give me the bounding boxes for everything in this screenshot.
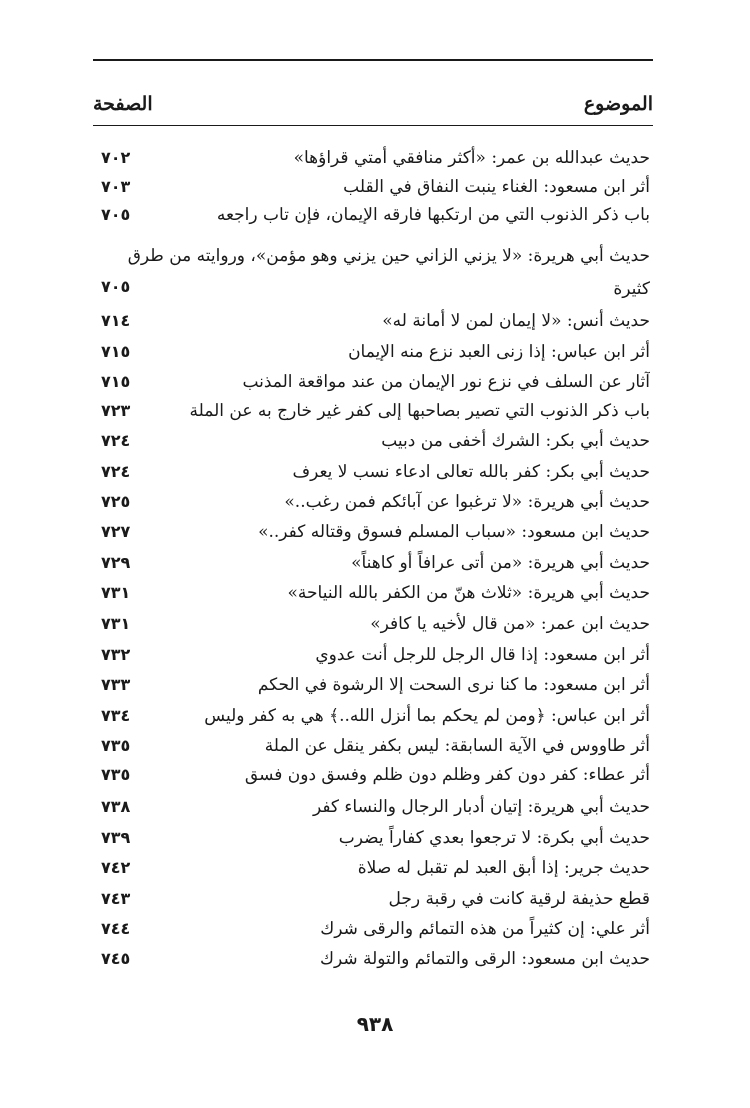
entry-page-number: ٧٣٨ [101,797,131,816]
entry-page-number: ٧٣٥ [101,765,131,784]
index-entry [93,517,653,547]
entry-title: حديث أبي هريرة: «لا ترغبوا عن آبائكم فمن رغب..» [284,492,650,512]
entry-title: حديث أنس: «لا إيمان لمن لا أمانة له» [382,311,650,331]
index-entry [93,792,653,822]
entry-title: حديث ابن مسعود: «سباب المسلم فسوق وقتاله كفر..» [258,522,650,542]
index-entry [93,367,653,397]
index-entry [93,143,653,173]
entry-page-number: ٧٤٣ [101,889,131,908]
entry-page-number: ٧٤٢ [101,858,131,877]
entry-page-number: ٧١٤ [101,311,131,330]
entry-page-number: ٧٣٢ [101,645,131,664]
entry-page-number: ٧٢٤ [101,462,131,481]
entry-page-number: ٧٤٤ [101,919,131,938]
entry-page-number: ٧١٥ [101,372,131,391]
page-number: ٩٣٨ [356,1012,394,1036]
entry-title: حديث أبي هريرة: «من أتى عرافاً أو كاهناً» [351,553,650,573]
index-entry [93,640,653,670]
index-entry [93,487,653,517]
index-entry [93,548,653,578]
index-entry [93,337,653,367]
entry-page-number: ٧٣٣ [101,675,131,694]
entry-title: أثر ابن مسعود: إذا قال الرجل للرجل أنت عدوي [315,645,650,665]
entry-title: حديث عبدالله بن عمر: «أكثر منافقي أمتي قراؤها» [293,148,650,168]
entry-page-number: ٧٢٩ [101,553,131,572]
index-entry [93,306,653,336]
index-entry [93,172,653,202]
entry-page-number: ٧٣٤ [101,706,131,725]
entry-page-number: ٧٣٥ [101,736,131,755]
entry-page-number: ٧٠٥ [101,277,131,296]
page-column-header: الصفحة [93,93,153,115]
index-entry [93,823,653,853]
entry-title: حديث جرير: إذا أبق العبد لم تقبل له صلاة [357,858,650,878]
entry-title: آثار عن السلف في نزع نور الإيمان من عند مواقعة المذنب [242,372,650,392]
entry-title: أثر ابن مسعود: ما كنا نرى السحت إلا الرشوة في الحكم [257,675,650,695]
entry-page-number: ٧٢٣ [101,401,131,420]
index-entry [93,426,653,456]
entry-title: حديث أبي بكر: الشرك أخفى من دبيب [381,431,650,451]
index-entry [93,944,653,974]
entry-page-number: ٧٣١ [101,614,131,633]
entry-title: أثر عطاء: كفر دون كفر وظلم دون ظلم وفسق دون فسق [244,765,650,785]
index-entry [93,457,653,487]
entry-title: حديث ابن مسعود: الرقى والتمائم والتولة شرك [319,949,650,969]
entry-title: حديث أبي هريرة: «لا يزني الزاني حين يزني وهو مؤمن»، وروايته من طرق كثيرة [127,246,650,299]
topic-column-header: الموضوع [583,93,653,115]
index-entries [93,0,653,1108]
index-entry [93,200,653,230]
index-entry [93,609,653,639]
index-entry [93,853,653,883]
entry-title: حديث ابن عمر: «من قال لأخيه يا كافر» [370,614,650,634]
entry-title: أثر ابن عباس: ﴿ومن لم يحكم بما أنزل الله..﴾ هي به كفر وليس [204,706,650,726]
entry-page-number: ٧٢٧ [101,522,131,541]
index-entry [93,240,653,306]
index-entry [93,760,653,790]
entry-title: حديث أبي بكر: كفر بالله تعالى ادعاء نسب لا يعرف [292,462,650,482]
entry-title: قطع حذيفة لرقية كانت في رقبة رجل [388,889,650,909]
index-entry [93,578,653,608]
index-entry [93,884,653,914]
entry-title: باب ذكر الذنوب التي من ارتكبها فارقه الإيمان، فإن تاب راجعه [216,205,650,225]
entry-page-number: ٧٠٣ [101,177,131,196]
entry-page-number: ٧١٥ [101,342,131,361]
entry-title: أثر ابن مسعود: الغناء ينبت النفاق في القلب [343,177,650,197]
index-entry [93,731,653,761]
entry-title: حديث أبي بكرة: لا ترجعوا بعدي كفاراً يضرب [338,828,650,848]
entry-title: حديث أبي هريرة: إتيان أدبار الرجال والنساء كفر [312,797,650,817]
entry-page-number: ٧٤٥ [101,949,131,968]
index-entry [93,701,653,731]
entry-title: أثر علي: إن كثيراً من هذه التمائم والرقى شرك [320,919,650,939]
entry-title: باب ذكر الذنوب التي تصير بصاحبها إلى كفر غير خارج به عن الملة [189,401,650,421]
entry-title: أثر ابن عباس: إذا زنى العبد نزع منه الإيمان [348,342,650,362]
entry-page-number: ٧٢٤ [101,431,131,450]
entry-page-number: ٧٣٩ [101,828,131,847]
index-entry [93,670,653,700]
index-entry [93,396,653,426]
entry-page-number: ٧٢٥ [101,492,131,511]
entry-page-number: ٧٣١ [101,583,131,602]
index-entry [93,914,653,944]
entry-title: أثر طاووس في الآية السابقة: ليس بكفر ينقل عن الملة [264,736,650,756]
entry-page-number: ٧٠٢ [101,148,131,167]
entry-page-number: ٧٠٥ [101,205,131,224]
entry-title: حديث أبي هريرة: «ثلاث هنّ من الكفر بالله النياحة» [287,583,650,603]
